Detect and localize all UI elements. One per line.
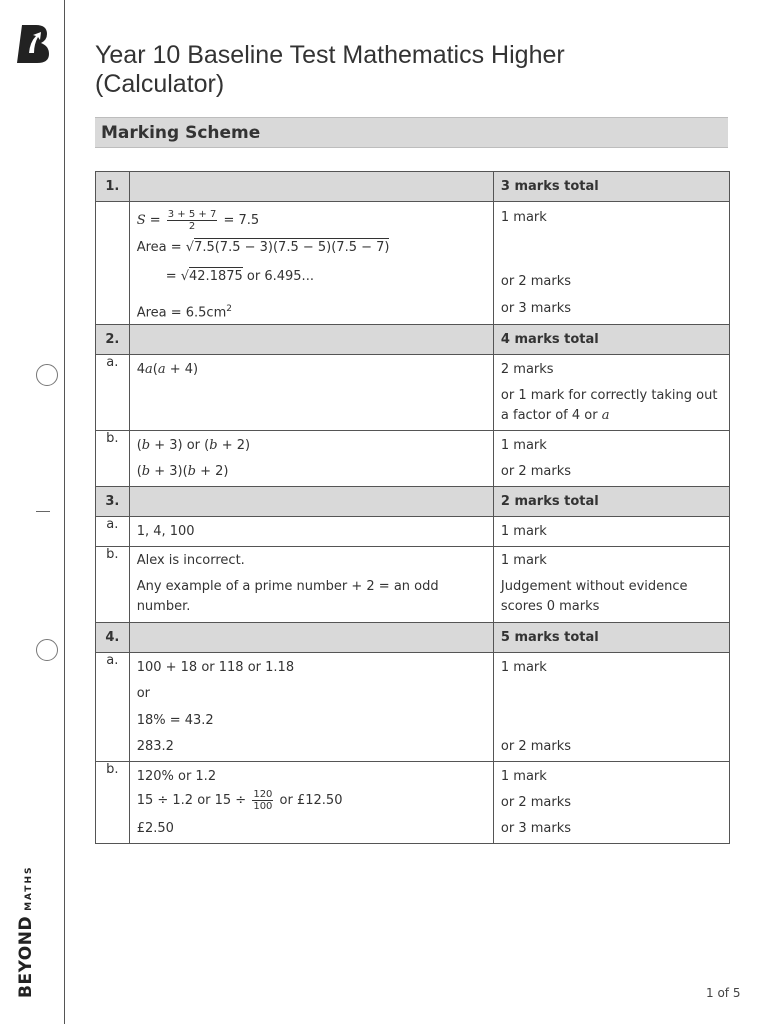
mark-text: 1 mark xyxy=(500,210,547,225)
punch-hole-bottom xyxy=(36,639,58,661)
table-row xyxy=(96,202,730,325)
area-evaluation-working: = √42.1875 or 6.495... xyxy=(165,269,314,284)
table-row xyxy=(96,762,730,844)
mark-text: Judgement without evidence scores 0 marks xyxy=(500,579,688,614)
part-label: a. xyxy=(96,653,130,762)
fold-mark xyxy=(36,511,50,512)
mark-text: 2 marks xyxy=(500,362,554,377)
marks-total: 2 marks total xyxy=(493,487,729,517)
answer-text: 18% = 43.2 xyxy=(136,713,214,728)
answer-text: 283.2 xyxy=(136,739,174,754)
fraction: $\frac{3 + 5 + 7}{2}$ xyxy=(167,209,217,232)
question-header-row xyxy=(96,623,730,653)
mark-text: or 2 marks xyxy=(500,795,572,810)
answer-text: 15 ÷ 1.2 or 15 ÷ $\frac{120}{100}$ or £12.50 xyxy=(136,789,343,812)
question-number: 2. xyxy=(96,325,130,355)
marks-total: 4 marks total xyxy=(493,325,729,355)
page-title: Year 10 Baseline Test Mathematics Higher (Calculator) xyxy=(95,41,565,98)
answer-text: Alex is incorrect. xyxy=(136,553,245,568)
table-row xyxy=(96,517,730,547)
fraction: $\frac{120}{100}$ xyxy=(253,789,273,812)
part-label: b. xyxy=(96,762,130,844)
page-number: 1 of 5 xyxy=(706,986,741,1000)
marks-total: 5 marks total xyxy=(493,623,729,653)
answer-text: or xyxy=(136,686,150,701)
square-root-icon: √ xyxy=(180,269,190,284)
question-header-row xyxy=(96,487,730,517)
section-banner: Marking Scheme xyxy=(95,117,728,148)
final-area-answer: Area = $6.5cm^2$ xyxy=(136,304,232,321)
mark-text: or 3 marks xyxy=(500,301,572,316)
square-root-icon: √ xyxy=(185,240,195,255)
question-header-row xyxy=(96,172,730,202)
answer-text: (b + 3) or (b + 2) xyxy=(136,438,251,453)
mark-text: or 1 mark for correctly taking out a factor of 4 or a xyxy=(500,388,718,423)
mark-text: or 2 marks xyxy=(500,464,572,479)
mark-text: 1 mark xyxy=(500,660,547,675)
mark-text: or 2 marks xyxy=(500,739,572,754)
answer-text: Any example of a prime number + 2 = an odd number. xyxy=(136,579,439,614)
beyond-logo-icon xyxy=(16,24,50,68)
answer-text: 1, 4, 100 xyxy=(136,524,195,539)
area-formula-working: Area = √7.5(7.5 − 3)(7.5 − 5)(7.5 − 7) xyxy=(136,240,390,255)
mark-text: 1 mark xyxy=(500,553,547,568)
answer-text: (b + 3)(b + 2) xyxy=(136,464,229,479)
marks-total: 3 marks total xyxy=(493,172,729,202)
mark-text: 1 mark xyxy=(500,524,547,539)
part-label: b. xyxy=(96,547,130,623)
mark-text: 1 mark xyxy=(500,769,547,784)
mark-text: 1 mark xyxy=(500,438,547,453)
table-row xyxy=(96,431,730,487)
table-row xyxy=(96,653,730,762)
mark-text: or 2 marks xyxy=(500,274,572,289)
margin-line xyxy=(64,0,65,1024)
mark-text: or 3 marks xyxy=(500,821,572,836)
answer-text: 120% or 1.2 xyxy=(136,769,217,784)
marking-scheme-table xyxy=(95,171,730,844)
part-label: a. xyxy=(96,355,130,431)
question-header-row xyxy=(96,325,730,355)
part-label: b. xyxy=(96,431,130,487)
table-row xyxy=(96,355,730,431)
brand-name-main: BEYOND xyxy=(16,915,36,998)
part-label: a. xyxy=(96,517,130,547)
answer-text: 4a(a + 4) xyxy=(136,362,199,377)
table-row xyxy=(96,547,730,623)
semi-perimeter-working: S = $\frac{3 + 5 + 7}{2}$ = 7.5 xyxy=(136,209,260,232)
beyond-maths-wordmark xyxy=(16,866,36,998)
question-number: 1. xyxy=(96,172,130,202)
question-number: 4. xyxy=(96,623,130,653)
answer-text: £2.50 xyxy=(136,821,174,836)
brand-name-sub: MATHS xyxy=(24,865,34,911)
punch-hole-top xyxy=(36,364,58,386)
question-number: 3. xyxy=(96,487,130,517)
answer-text: 100 + 18 or 118 or 1.18 xyxy=(136,660,295,675)
